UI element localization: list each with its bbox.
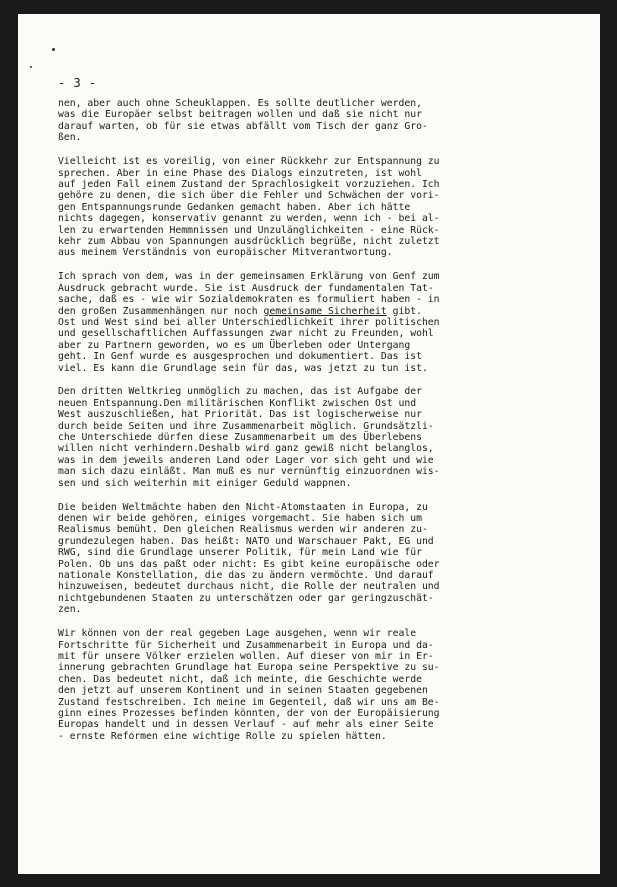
text-line: aus meinem Verständnis von europäischer Mitverantwortung. [58,247,393,259]
text-line: durch beide Seiten und ihre Zusammenarbeit möglich. Grundsätzli- [58,420,434,432]
text-line: West auszuschließen, hat Priorität. Das ist logischerweise nur [58,409,422,421]
text-line: nationale Konstellation, die das zu ändern vermöchte. Und darauf [58,570,434,582]
text-line: che Unterschiede dürfen diese Zusammenarbeit um des Überlebens [58,432,422,444]
text-line: aber zu Partnern geworden, wo es um Überleben oder Untergang [58,339,411,351]
text-line: denen wir beide gehören, einiges vorgemacht. Sie haben sich um [58,513,422,524]
text-line: nichtgebundenen Staaten zu unterschätzen oder gar geringzuschät- [58,592,434,604]
text-line: darauf warten, ob für sie etwas abfällt vom Tisch der ganz Gro- [58,120,428,132]
text-line: Ausdruck gebracht wurde. Sie ist Ausdruck der fundamentalen Tat- [58,282,434,294]
scan-speck [30,66,32,68]
page-number: - 3 - [58,76,97,90]
paragraph [58,502,574,616]
text-line: Fortschritte für Sicherheit und Zusammenarbeit in Europa und da- [58,639,434,651]
document-page [18,14,600,874]
text-line: - ernste Reformen eine wichtige Rolle zu spielen hätten. [58,730,387,742]
text-line: den großen Zusammenhängen nur noch gemeinsame Sicherheit gibt. [58,305,422,317]
text-line: kehr zum Abbau von Spannungen ausdrücklich begrüße, nicht zuletzt [58,235,440,247]
text-line: grundezulegen haben. Das heißt: NATO und Warschauer Pakt, EG und [58,535,434,547]
text-line: nichts dagegen, konservativ genannt zu werden, wenn ich - bei al- [58,213,440,225]
text-line: Polen. Ob uns das paßt oder nicht: Es gibt keine europäische oder [58,558,440,570]
text-line: Die beiden Weltmächte haben den Nicht-Atomstaaten in Europa, zu [58,501,428,513]
text-line: gehöre zu denen, die sich über die Fehler und Schwächen der vori- [58,190,440,202]
text-line: sache, daß es - wie wir Sozialdemokraten es formuliert haben - in [58,294,440,306]
text-line: len zu erwartenden Hemmnissen und Unzulänglichkeiten - eine Rück- [58,224,440,236]
text-line: hinzuweisen, bedeutet durchaus nicht, die Rolle der neutralen und [58,581,440,593]
text-line: sen und sich weiterhin mit einiger Geduld wappnen. [58,477,352,489]
text-line: den jetzt auf unserem Kontinent und in seinen Staaten gegebenen [58,685,428,697]
text-line: RWG, sind die Grundlage unserer Politik, für mein Land wie für [58,547,422,559]
document-body [58,98,574,755]
text-line: neuen Entspannung.Den militärischen Konflikt zwischen Ost und [58,397,417,409]
text-line: geht. In Genf wurde es ausgesprochen und dokumentiert. Das ist [58,351,422,363]
text-line: nen, aber auch ohne Scheuklappen. Es sollte deutlicher werden, [58,98,422,109]
paragraph [58,628,574,742]
text-line: Vielleicht ist es voreilig, von einer Rückkehr zur Entspannung zu [58,156,440,168]
text-line: willen nicht verhindern.Deshalb wird ganz gewiß nicht belanglos, [58,443,434,455]
text-line: man sich dazu einläßt. Man muß es nur vernünftig einzuordnen wis- [58,466,440,478]
paragraph [58,156,574,259]
text-line: chen. Das bedeutet nicht, daß ich meinte, die Geschichte werde [58,673,422,685]
text-line: mit für unsere Völker erzielen wollen. Auf dieser von mir in Er- [58,650,434,662]
text-line: ßen. [58,132,82,144]
text-line: auf jeden Fall einem Zustand der Sprachlosigkeit vorzuziehen. Ich [58,178,440,190]
scan-speck [52,48,55,51]
text-line: Ost und West sind bei aller Unterschiedlichkeit ihrer politischen [58,316,440,328]
text-line: und gesellschaftlichen Auffassungen zwar nicht zu Freunden, wohl [58,328,434,340]
text-line: Wir können von der real gegeben Lage ausgehen, wenn wir reale [58,628,417,640]
text-line: Ich sprach von dem, was in der gemeinsamen Erklärung von Genf zum [58,271,440,283]
text-line: Den dritten Weltkrieg unmöglich zu machen, das ist Aufgabe der [58,386,422,398]
underlined-phrase: gemeinsame Sicherheit [263,305,387,317]
text-line: zen. [58,604,82,616]
paragraph [58,271,574,374]
text-line: was die Europäer selbst beitragen wollen und daß sie nicht nur [58,109,422,121]
text-line: Zustand festschreiben. Ich meine im Gegenteil, daß wir uns am Be- [58,696,440,708]
paragraph [58,386,574,489]
paragraph [58,98,574,144]
text-line: ginn eines Prozesses befinden könnten, der von der Europäisierung [58,708,440,719]
text-line: sprechen. Aber in eine Phase des Dialogs einzutreten, ist wohl [58,167,422,179]
text-line: Realismus bemüht. Den gleichen Realismus werden wir anderen zu- [58,524,428,536]
text-line: viel. Es kann die Grundlage sein für das, was jetzt zu tun ist. [58,362,428,374]
text-line: Europas handelt und in dessen Verlauf - auf mehr als einer Seite [58,719,434,731]
text-line: was in dem jeweils anderen Land oder Lager vor sich geht und wie [58,454,434,466]
text-line: gen Entspannungsrunde Gedanken gemacht haben. Aber ich hätte [58,201,411,213]
text-line: innerung gebrachten Grundlage hat Europa seine Perspektive zu su- [58,662,440,674]
